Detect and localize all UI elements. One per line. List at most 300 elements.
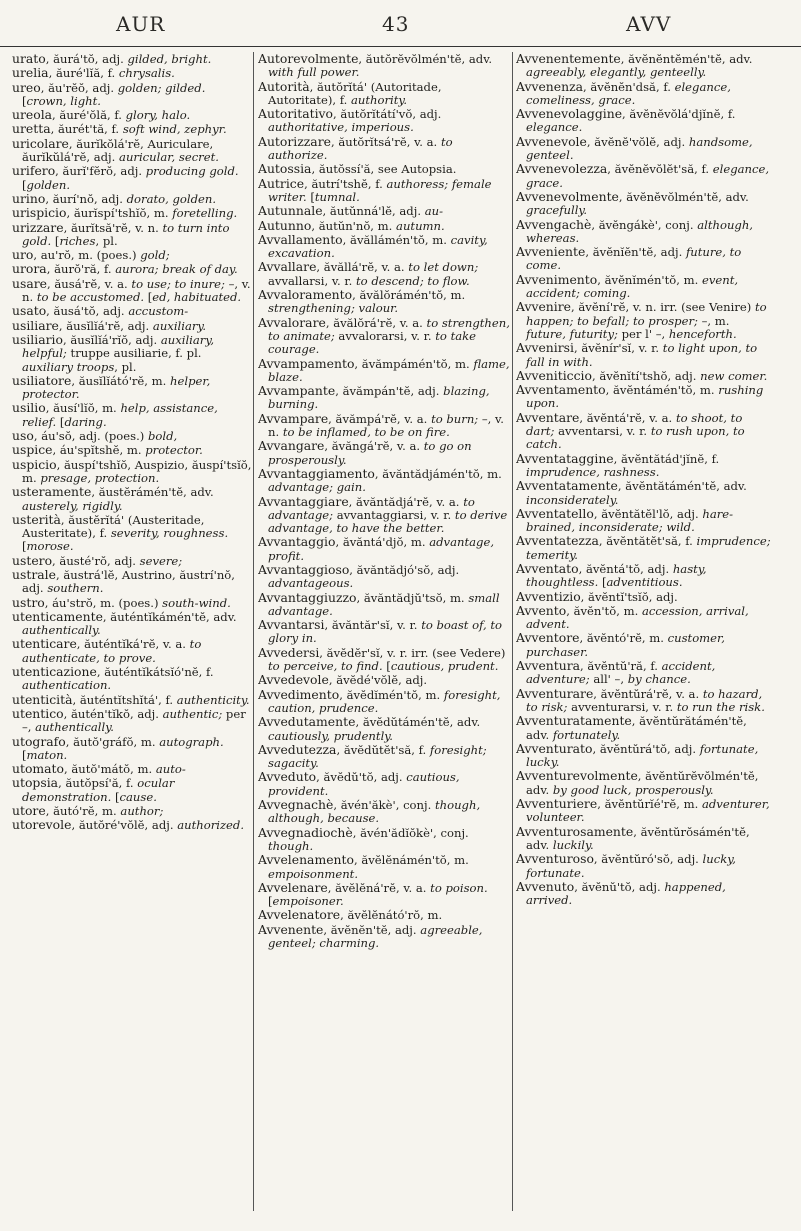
- entry-columns: [0, 52, 801, 1221]
- entry-pronunciation: ăustrá'lĕ, Austrino, ăustrí'nŏ: [63, 567, 232, 582]
- entry-headword: Autoritativo: [258, 106, 334, 122]
- entry-headword: utenticamente: [12, 608, 103, 624]
- entry-gloss: cautiously, prudently.: [268, 728, 393, 743]
- entry-pronunciation: ăvĕdĭmén'tŏ: [346, 687, 419, 702]
- entry-headword: Avveniticcio: [516, 367, 592, 383]
- entry-gloss: presage, protection.: [40, 470, 160, 485]
- entry-part-of-speech: f.: [339, 92, 348, 107]
- entry-pronunciation: ăvăllámén'tŏ: [350, 232, 425, 247]
- dictionary-entry: Avventuriere, ăvĕntŭrĭé'rĕ, m. adventurer, volunteer.: [516, 796, 770, 825]
- entry-headword: Avvedersi: [258, 644, 320, 660]
- entry-pronunciation: ăvĕntŭrá'rĕ: [600, 686, 669, 701]
- dictionary-entry: Avvegnachè, ăvén'ăkè', conj. though, although, because.: [258, 797, 481, 826]
- entry-pronunciation: ăutrí'tshĕ: [311, 176, 368, 191]
- entry-gloss: agreeably, elegantly, genteelly.: [526, 65, 707, 80]
- entry-gloss: strengthening; valour.: [268, 301, 399, 316]
- dictionary-entry: Avvenimento, ăvĕnĭmén'tŏ, m. event, accident; coming.: [516, 271, 739, 301]
- entry-part-of-speech: v. a.: [414, 134, 438, 149]
- entry-pronunciation: ăvĕntŭ'ră: [587, 659, 643, 674]
- entry-gloss: handsome, genteel.: [526, 134, 753, 163]
- entry-headword: Avveduto: [258, 769, 317, 785]
- entry-gloss: foretelling.: [172, 206, 238, 221]
- entry-pronunciation: ăvĕlĕnátó'rŏ: [347, 908, 421, 923]
- entry-pronunciation: ăvĕntătámén'tĕ: [625, 479, 717, 494]
- dictionary-entry: Avvallare, ăvăllá'rĕ, v. a. to let down; avvallarsi, v. r. to descend; to flow.: [258, 259, 479, 288]
- dictionary-entry: Avveniticcio, ăvĕnĭtí'tshŏ, adj. new comer.: [516, 367, 768, 383]
- entry-pronunciation: ăvĕdŭtĕt'să: [343, 742, 412, 757]
- entry-gloss: au-: [424, 204, 443, 219]
- entry-part-of-speech: adj.: [93, 150, 116, 165]
- entry-gloss: severity, roughness. [morose.: [22, 526, 229, 554]
- entry-part-of-speech: v. r.: [397, 618, 418, 633]
- entry-pronunciation: ăvĕlĕnámén'tŏ: [361, 853, 447, 868]
- entry-part-of-speech: adj.: [394, 922, 417, 937]
- entry-gloss: soft wind, zephyr.: [122, 122, 227, 137]
- entry-gloss: foresight, caution, prudence.: [268, 687, 501, 715]
- dictionary-entry: uretta, ăurét'tă, f. soft wind, zephyr.: [12, 121, 227, 137]
- dictionary-entry: Avvenevolmente, ăvĕnĕvŏlmén'tĕ, adv. gracefully.: [516, 188, 749, 218]
- dictionary-entry: Avvenuto, ăvĕnŭ'tŏ, adj. happened, arrived.: [516, 878, 726, 908]
- dictionary-entry: utopsia, ăutŏpsí'ă, f. ocular demonstration. [cause.: [12, 775, 175, 804]
- entry-pronunciation: ăutŏssí'ă, see Autopsia.: [318, 162, 457, 177]
- entry-part-of-speech: m.: [137, 762, 153, 777]
- entry-gloss: to turn into gold. [riches, pl.: [22, 220, 230, 248]
- entry-part-of-speech: adj.: [127, 318, 150, 333]
- dictionary-entry: Avvedersi, ăvĕdĕr'sĭ, v. r. irr. (see Vedere) to perceive, to find. [cautious, prudent.: [258, 644, 506, 674]
- entry-part-of-speech: f.: [375, 176, 383, 191]
- entry-part-of-speech: m.: [151, 373, 167, 388]
- dictionary-entry: Avventamento, ăvĕntámén'tŏ, m. rushing upon.: [516, 382, 764, 411]
- entry-pronunciation: ăuspí'tshĭŏ, Auspizio, ăuspí'tsĭŏ: [63, 457, 248, 472]
- dictionary-entry: Avventizio, ăvĕntĭ'tsĭŏ, adj.: [516, 588, 678, 604]
- entry-pronunciation: ăusá'tŏ: [53, 304, 96, 319]
- entry-part-of-speech: adj.: [419, 107, 442, 122]
- entry-gloss: to perceive, to find. [cautious, prudent.: [268, 659, 499, 674]
- dictionary-entry: Avvantaggiamento, ăvăntădjámén'tŏ, m. advantage; gain.: [258, 465, 502, 495]
- header-rule: [0, 46, 801, 47]
- dictionary-entry: Avvenenza, ăvĕnĕn'dsă, f. elegance, comeliness, grace.: [516, 78, 731, 107]
- entry-gloss: fortunate, lucky.: [526, 741, 759, 770]
- entry-part-of-speech: adv.: [725, 189, 749, 204]
- dictionary-entry: Avvallamento, ăvăllámén'tŏ, m. cavity, excavation.: [258, 231, 488, 261]
- entry-gloss: customer, purchaser.: [526, 631, 725, 659]
- entry-part-of-speech: v. r.: [638, 341, 660, 356]
- entry-pronunciation: ăvĕntătĕt'să: [606, 534, 678, 549]
- entry-gloss: rushing upon.: [526, 383, 764, 411]
- entry-pronunciation: ăusí'lĭŏ: [53, 401, 95, 416]
- entry-gloss: help, assistance, relief. [daring.: [22, 401, 218, 429]
- entry-part-of-speech: adv.: [526, 727, 550, 742]
- entry-pronunciation: ăuténtĭká'rĕ: [84, 637, 156, 652]
- entry-part-of-speech: v. a.: [162, 637, 186, 652]
- entry-pronunciation: ăvĕdŭtámén'tĕ: [362, 715, 450, 730]
- entry-gloss: gilded, bright.: [127, 52, 212, 66]
- entry-pronunciation: ăvĕnĭĕn'tĕ: [592, 245, 654, 260]
- entry-part-of-speech: adj.: [380, 770, 403, 785]
- entry-gloss: auxiliary, helpful; truppe ausiliarie, f. pl. auxiliary troops, pl.: [22, 332, 215, 374]
- entry-gloss: flame, blaze.: [268, 356, 510, 384]
- dictionary-entry: Autorità, ăutŏrĭtá' (Autoritade, Autoritate), f. authority.: [258, 78, 442, 107]
- dictionary-entry: Avvedimento, ăvĕdĭmén'tŏ, m. foresight, caution, prudence.: [258, 686, 501, 715]
- dictionary-entry: usterità, ăustĕrĭtá' (Austeritade, Austeritate), f. severity, roughness. [morose.: [12, 511, 229, 554]
- dictionary-entry: Avvalorare, ăvălŏrá'rĕ, v. a. to strengthen, to animate; avvalorarsi, v. r. to take courage.: [258, 314, 510, 357]
- entry-pronunciation: ăustĕrĭtá' (Austeritade, Austeritate): [22, 512, 205, 541]
- dictionary-entry: Avvampare, ăvămpá'rĕ, v. a. to burn; –, v. n. to be inflamed, to be on fire.: [258, 410, 504, 440]
- entry-gloss: advantageous.: [268, 576, 354, 591]
- dictionary-entry: Avveduto, ăvĕdŭ'tŏ, adj. cautious, provident.: [258, 769, 460, 798]
- dictionary-entry: utenticare, ăuténtĭká'rĕ, v. a. to authenticate, to prove.: [12, 636, 202, 665]
- entry-gloss: author;: [120, 804, 164, 819]
- dictionary-entry: Avvantaggioso, ăvăntădjó'sŏ, adj. advantageous.: [258, 561, 460, 591]
- entry-headword: Avvantaggiare: [258, 493, 349, 509]
- entry-gloss: to use; to inure; –, v. n. to be accustomed. [ed, habituated.: [22, 276, 251, 305]
- entry-pronunciation: ăvăntădjá'rĕ: [356, 494, 429, 509]
- dictionary-entry: Avvantaggiuzzo, ăvăntădjŭ'tsŏ, m. small advantage.: [258, 589, 500, 618]
- entry-headword: uso: [12, 428, 34, 444]
- entry-gloss: dorato, golden.: [126, 191, 217, 206]
- entry-pronunciation: ăvăntăr'sĭ: [331, 618, 390, 633]
- entry-part-of-speech: adv.: [723, 479, 747, 494]
- entry-pronunciation: ăvăntădjó'sŏ: [356, 562, 431, 577]
- entry-part-of-speech: m.: [454, 853, 469, 868]
- entry-part-of-speech: adj.: [674, 741, 697, 756]
- dictionary-entry: urispicio, ăurĭspí'tshĭŏ, m. foretelling.: [12, 205, 238, 221]
- entry-pronunciation: ăvĕnĕntĕmén'tĕ: [628, 52, 722, 66]
- entry-headword: ustro: [12, 594, 45, 610]
- entry-part-of-speech: m.: [153, 206, 169, 221]
- entry-part-of-speech: adj.: [417, 384, 440, 399]
- entry-pronunciation: ăutŏré'vŏlĕ: [78, 818, 145, 833]
- entry-pronunciation: ăvĕn'tŏ: [573, 603, 617, 618]
- entry-headword: Avvenuto: [516, 878, 575, 894]
- entry-part-of-speech: adj.: [405, 673, 428, 688]
- entry-pronunciation: ăvĕntŭrŏsámén'tĕ: [640, 824, 746, 839]
- dictionary-entry: Avvedutezza, ăvĕdŭtĕt'să, f. foresight; sagacity.: [258, 741, 487, 771]
- dictionary-entry: Avventatamente, ăvĕntătámén'tĕ, adv. inconsiderately.: [516, 478, 747, 507]
- entry-pronunciation: ăvĕngákè': [598, 217, 658, 232]
- entry-part-of-speech: adj.: [135, 332, 158, 347]
- dictionary-entry: Avventuroso, ăvĕntŭró'sŏ, adj. lucky, fortunate.: [516, 851, 736, 880]
- entry-part-of-speech: m.: [140, 734, 156, 749]
- entry-part-of-speech: v. a.: [649, 410, 673, 425]
- entry-pronunciation: ăutŏrĭtsá'rĕ: [338, 134, 407, 149]
- entry-pronunciation: ăvĕnĕvŏlĕt'să: [614, 162, 695, 177]
- entry-pronunciation: ăvĕnĕvŏlmén'tĕ: [626, 189, 719, 204]
- entry-gloss: inconsiderately.: [526, 492, 619, 507]
- entry-gloss: event, accident; coming.: [526, 272, 739, 301]
- entry-pronunciation: ăvĕntámén'tŏ: [613, 383, 693, 398]
- entry-part-of-speech: adj.: [639, 879, 661, 894]
- entry-gloss: to let down; avvallarsi, v. r. to descend; to flow.: [268, 260, 479, 288]
- dictionary-entry: Avventataggine, ăvĕntătád'jĭnĕ, f. imprudence, rashness.: [516, 450, 720, 479]
- entry-part-of-speech: conj.: [403, 798, 432, 813]
- dictionary-entry: Avvantaggio, ăvăntá'djŏ, m. advantage, profit.: [258, 534, 495, 563]
- entry-pronunciation: ăvăntădjŭ'tsŏ: [363, 590, 443, 605]
- entry-headword: Avvaloramento: [258, 287, 353, 303]
- dictionary-entry: Avventatello, ăvĕntătĕl'lŏ, adj. hare-brained, inconsiderate; wild.: [516, 505, 734, 535]
- entry-pronunciation: ăurí'nŏ: [52, 191, 94, 206]
- entry-gloss: authenticity.: [176, 692, 250, 707]
- entry-part-of-speech: m.: [449, 590, 465, 605]
- entry-part-of-speech: m. (poes.): [78, 248, 137, 263]
- dictionary-entry: Avventurevolmente, ăvĕntŭrĕvŏlmén'tĕ, adv. by good luck, prosperously.: [516, 768, 759, 797]
- entry-pronunciation: ăutŭn'nŏ: [318, 218, 371, 233]
- entry-pronunciation: ăusté'rŏ: [59, 553, 107, 568]
- entry-headword: Avvengachè: [516, 216, 592, 232]
- entry-pronunciation: ăurĭtsă'rĕ: [70, 220, 128, 235]
- entry-gloss: although, whereas.: [526, 217, 753, 245]
- dictionary-entry: usiliario, ăusĭlĭá'rĭŏ, adj. auxiliary, helpful; truppe ausiliarie, f. pl. auxiliary troops, pl.: [12, 331, 215, 374]
- entry-headword: Avvelenare: [258, 879, 328, 895]
- entry-headword: Avvangare: [258, 438, 325, 454]
- entry-headword: Avvalorare: [258, 314, 326, 330]
- entry-gloss: to authorize.: [268, 134, 453, 163]
- entry-headword: Avvenenza: [516, 78, 583, 94]
- entry-headword: Avvenevolaggine: [516, 106, 623, 122]
- dictionary-entry: uspicio, ăuspí'tshĭŏ, Auspizio, ăuspí'tsĭŏ, m. presage, protection.: [12, 456, 252, 485]
- entry-part-of-speech: m.: [425, 687, 441, 702]
- entry-part-of-speech: m.: [22, 470, 37, 485]
- entry-gloss: new comer.: [700, 368, 768, 383]
- entry-gloss: auricular, secret.: [119, 150, 219, 165]
- entry-headword: Avvenente: [258, 921, 324, 937]
- dictionary-entry: ureola, ăuré'ŏlă, f. glory, halo.: [12, 107, 191, 123]
- entry-headword: Avventurevolmente: [516, 768, 638, 784]
- entry-gloss: elegance, comeliness, grace.: [526, 79, 731, 107]
- entry-gloss: hare-brained, inconsiderate; wild.: [526, 506, 734, 535]
- entry-headword: utenticare: [12, 636, 77, 652]
- dictionary-entry: usilio, ăusí'lĭŏ, m. help, assistance, relief. [daring.: [12, 400, 218, 429]
- entry-headword: Avvampante: [258, 383, 336, 399]
- entry-pronunciation: ăusĭlĭátó'rĕ: [78, 373, 145, 388]
- entry-pronunciation: áu'strŏ: [52, 595, 93, 610]
- entry-headword: urora: [12, 261, 47, 277]
- entry-headword: utore: [12, 803, 46, 819]
- running-header: [0, 8, 801, 42]
- entry-headword: Avventurosamente: [516, 823, 634, 839]
- entry-part-of-speech: v. a.: [381, 260, 405, 275]
- entry-headword: usiliatore: [12, 372, 72, 388]
- dictionary-entry: Avvedevole, ăvĕdé'vŏlĕ, adj.: [258, 672, 428, 688]
- entry-gloss: though, although, because.: [268, 798, 481, 826]
- entry-headword: Avvantaggio: [258, 534, 336, 550]
- entry-headword: ustero: [12, 552, 53, 568]
- entry-gloss: blazing, burning.: [268, 384, 490, 412]
- dictionary-entry: uso, áu'sŏ, adj. (poes.) bold,: [12, 428, 178, 444]
- entry-part-of-speech: adj.: [101, 191, 123, 206]
- dictionary-entry: urelia, ăuré'lĭă, f. chrysalis.: [12, 65, 175, 81]
- entry-gloss: fortunately.: [552, 727, 621, 742]
- entry-gloss: producing gold. [golden.: [22, 164, 239, 192]
- entry-gloss: hasty, thoughtless. [adventitious.: [526, 561, 707, 590]
- entry-part-of-speech: m. (poes.): [100, 595, 159, 610]
- entry-headword: utografo: [12, 733, 66, 749]
- entry-headword: Avvampare: [258, 410, 329, 426]
- entry-pronunciation: ăvăngá'rĕ: [331, 439, 390, 454]
- entry-pronunciation: ăvăntá'djŏ: [342, 535, 404, 550]
- dictionary-entry: ustero, ăusté'rŏ, adj. severe;: [12, 552, 183, 568]
- entry-headword: Avvenimento: [516, 271, 598, 287]
- entry-pronunciation: ăvĕnĕvŏlá'djĭnĕ: [629, 107, 721, 122]
- entry-pronunciation: ăusá'rĕ: [54, 276, 98, 291]
- entry-headword: uspicio: [12, 456, 57, 472]
- dictionary-entry: utomato, ăutŏ'mátŏ, m. auto-: [12, 761, 186, 777]
- entry-part-of-speech: adj.: [656, 589, 678, 604]
- entry-part-of-speech: adj.: [103, 304, 125, 319]
- entry-part-of-speech: adj.: [663, 134, 686, 149]
- entry-part-of-speech: f.: [685, 534, 693, 549]
- dictionary-entry: usteramente, ăustĕrámén'tĕ, adv. austerely, rigidly.: [12, 484, 214, 513]
- dictionary-entry: Avventurosamente, ăvĕntŭrŏsámén'tĕ, adv. luckily.: [516, 823, 750, 852]
- entry-gloss: ocular demonstration. [cause.: [22, 776, 175, 804]
- entry-pronunciation: ăvĕnĭtí'tshŏ: [599, 368, 668, 383]
- entry-part-of-speech: m.: [427, 908, 443, 923]
- entry-part-of-speech: v. a.: [396, 439, 421, 454]
- entry-gloss: authentically.: [22, 623, 101, 638]
- entry-pronunciation: ăvĕntŭró'sŏ: [601, 852, 670, 867]
- entry-gloss: glory, halo.: [125, 108, 191, 123]
- entry-gloss: authoritative, imperious.: [268, 120, 414, 135]
- dictionary-entry: utenticamente, ăuténtĭkámén'tĕ, adv. authentically.: [12, 608, 237, 638]
- entry-part-of-speech: adj. (poes.): [79, 429, 145, 444]
- entry-headword: Avventatello: [516, 505, 594, 521]
- entry-gloss: cautious, provident.: [268, 770, 460, 798]
- entry-part-of-speech: m.: [102, 804, 117, 819]
- entry-headword: Avventare: [516, 409, 580, 425]
- entry-part-of-speech: v. a.: [676, 686, 700, 701]
- entry-pronunciation: ăuténtĭkámén'tĕ: [110, 609, 206, 624]
- dictionary-entry: Avvengachè, ăvĕngákè', conj. although, whereas.: [516, 216, 753, 245]
- entry-gloss: south-wind.: [162, 595, 231, 610]
- dictionary-entry: Avvenevolaggine, ăvĕnĕvŏlá'djĭnĕ, f. elegance.: [516, 106, 736, 135]
- entry-pronunciation: ău'rĕŏ: [48, 80, 86, 95]
- entry-headword: Avvantaggiuzzo: [258, 589, 357, 605]
- entry-gloss: to boast of, to glory in.: [268, 618, 502, 646]
- entry-pronunciation: ăvĕní'rĕ: [578, 300, 626, 315]
- entry-part-of-speech: f.: [111, 122, 120, 137]
- entry-headword: urifero: [12, 163, 56, 179]
- entry-headword: Avvento: [516, 602, 567, 618]
- entry-part-of-speech: m.: [450, 288, 466, 303]
- entry-gloss: severe;: [139, 553, 183, 568]
- dictionary-entry: urizzare, ăurĭtsă'rĕ, v. n. to turn into gold. [riches, pl.: [12, 219, 230, 248]
- entry-gloss: to burn; –, v. n. to be inflamed, to be on fire.: [268, 411, 504, 440]
- entry-pronunciation: ăurá'tŏ: [53, 52, 95, 66]
- entry-pronunciation: ăvĕnĕn'tĕ: [330, 922, 388, 937]
- entry-gloss: to happen; to befall; to prosper; –, m. future, futurity; per l' –, henceforth.: [526, 300, 767, 341]
- entry-headword: Avventore: [516, 630, 580, 646]
- page-number: 43: [382, 12, 410, 36]
- entry-gloss: future, to come.: [526, 245, 742, 273]
- dictionary-entry: Avventurato, ăvĕntŭrá'tŏ, adj. fortunate, lucky.: [516, 740, 759, 770]
- entry-pronunciation: ăvăllá'rĕ: [323, 260, 375, 275]
- entry-pronunciation: ăurŏ'ră: [54, 262, 97, 277]
- entry-gloss: to shoot, to dart; avventarsi, v. r. to rush upon, to catch.: [526, 410, 745, 452]
- entry-gloss: chrysalis.: [118, 66, 175, 81]
- entry-gloss: advantage, profit.: [268, 535, 495, 563]
- dictionary-entry: ustro, áu'strŏ, m. (poes.) south-wind.: [12, 594, 231, 610]
- entry-headword: Autorità: [258, 78, 310, 94]
- entry-headword: Avventuriere: [516, 796, 598, 812]
- dictionary-entry: Avventare, ăvĕntá'rĕ, v. a. to shoot, to dart; avventarsi, v. r. to rush upon, to catch.: [516, 409, 745, 452]
- entry-part-of-speech: adj.: [92, 80, 115, 95]
- entry-gloss: empoisonment.: [268, 866, 359, 881]
- dictionary-entry: Avventato, ăvĕntá'tŏ, adj. hasty, thoughtless. [adventitious.: [516, 560, 707, 590]
- entry-part-of-speech: f.: [103, 262, 112, 277]
- dictionary-entry: urifero, ăurĭ'fĕrŏ, adj. producing gold. [golden.: [12, 163, 239, 192]
- header-left-guide-word: AUR: [116, 12, 166, 36]
- entry-pronunciation: ăuré'lĭă: [55, 66, 101, 81]
- entry-part-of-speech: f.: [650, 659, 658, 674]
- dictionary-entry: Avvantaggiare, ăvăntădjá'rĕ, v. a. to advantage; avvantaggiarsi, v. r. to derive advantage, to have the better.: [258, 493, 508, 536]
- dictionary-entry: Autoritativo, ăutŏrĭtátí'vŏ, adj. authoritative, imperious.: [258, 106, 442, 135]
- entry-part-of-speech: adv.: [729, 52, 753, 66]
- entry-headword: urato: [12, 52, 46, 66]
- dictionary-entry: Autunnale, ăutŭnná'lĕ, adj. au-: [258, 203, 443, 219]
- dictionary-entry: Avvampante, ăvămpán'tĕ, adj. blazing, burning.: [258, 383, 490, 412]
- dictionary-entry: Avveniente, ăvĕnĭĕn'tĕ, adj. future, to come.: [516, 244, 742, 273]
- entry-part-of-speech: f.: [107, 66, 116, 81]
- entry-gloss: accident, adventure; all' –, by chance.: [526, 659, 716, 687]
- entry-gloss: authentic; per –, authentically.: [22, 706, 246, 735]
- entry-pronunciation: ăvĕntŭrĭé'rĕ: [604, 797, 677, 812]
- entry-part-of-speech: f.: [114, 108, 122, 123]
- dictionary-entry: utenticità, ăuténtĭtshĭtá', f. authenticity.: [12, 691, 250, 707]
- entry-headword: usilio: [12, 400, 46, 416]
- entry-pronunciation: ăvĕdĕr'sĭ: [326, 645, 380, 660]
- entry-headword: ustrale: [12, 566, 56, 582]
- entry-gloss: cavity, excavation.: [268, 232, 488, 261]
- entry-part-of-speech: v. a.: [436, 494, 460, 509]
- entry-headword: utopsia: [12, 775, 59, 791]
- entry-headword: Avvedutamente: [258, 714, 356, 730]
- entry-headword: Avvelenamento: [258, 852, 354, 868]
- entry-headword: Autorevolmente: [258, 52, 359, 66]
- entry-pronunciation: ăvămpá'rĕ: [335, 411, 397, 426]
- entry-part-of-speech: adj.: [137, 706, 159, 721]
- entry-gloss: though.: [268, 838, 314, 853]
- entry-part-of-speech: adv.: [526, 837, 550, 852]
- entry-headword: Avventatezza: [516, 533, 599, 549]
- entry-gloss: elegance, grace.: [526, 162, 770, 190]
- entry-part-of-speech: adj.: [399, 204, 422, 219]
- dictionary-entry: usiliatore, ăusĭlĭátó'rĕ, m. helper, protector.: [12, 372, 211, 402]
- entry-gloss: to go on prosperously.: [268, 439, 472, 467]
- entry-part-of-speech: m.: [377, 218, 393, 233]
- entry-headword: Avvantaggioso: [258, 561, 350, 577]
- entry-gloss: luckily.: [552, 837, 594, 852]
- entry-gloss: auto-: [155, 762, 186, 777]
- dictionary-entry: uspice, áu'spĭtshĕ, m. protector.: [12, 442, 203, 458]
- entry-gloss: agreeable, genteel; charming.: [268, 922, 483, 950]
- entry-pronunciation: ăustĕrámén'tĕ: [98, 485, 184, 500]
- column-3: [516, 52, 772, 1221]
- dictionary-entry: Autorizzare, ăutŏrĭtsá'rĕ, v. a. to authorize.: [258, 133, 453, 163]
- dictionary-entry: Avvelenamento, ăvĕlĕnámén'tŏ, m. empoisonment.: [258, 852, 469, 881]
- entry-part-of-speech: v. n.: [135, 220, 159, 235]
- dictionary-entry: utentico, ăutén'tĭkŏ, adj. authentic; per –, authentically.: [12, 705, 246, 735]
- dictionary-entry: usare, ăusá'rĕ, v. a. to use; to inure; –, v. n. to be accustomed. [ed, habituated.: [12, 275, 251, 305]
- entry-part-of-speech: v. n. irr. (see Venire): [632, 300, 752, 315]
- entry-gloss: happened, arrived.: [526, 879, 726, 908]
- entry-headword: ureola: [12, 107, 53, 123]
- entry-gloss: aurora; break of day.: [115, 262, 238, 277]
- entry-pronunciation: ăutŏrĭtátí'vŏ: [340, 107, 413, 122]
- entry-gloss: auxiliary.: [152, 318, 207, 333]
- entry-pronunciation: ăusĭlĭá'rĭŏ: [70, 332, 129, 347]
- entry-headword: Avvenirsi: [516, 340, 574, 356]
- entry-part-of-speech: f.: [126, 776, 134, 791]
